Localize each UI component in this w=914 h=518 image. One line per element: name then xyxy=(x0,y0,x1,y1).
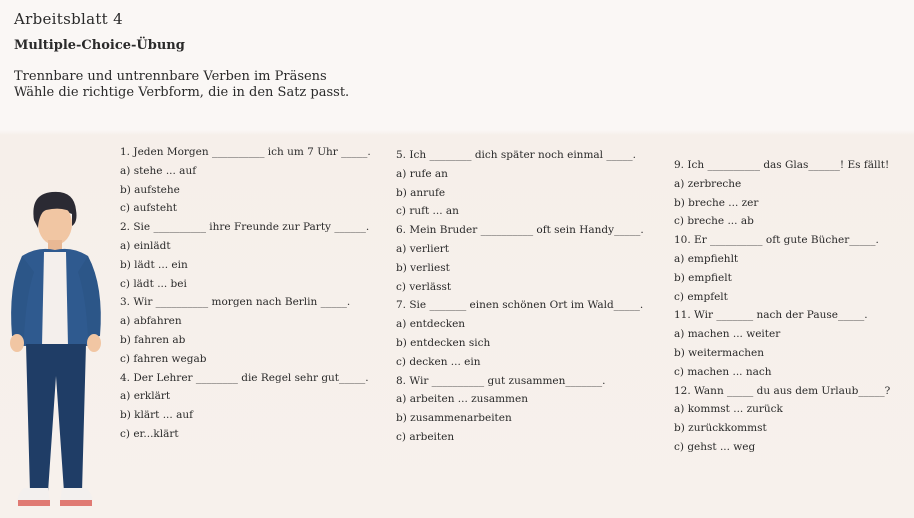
student-illustration xyxy=(0,186,110,516)
answer-option: b) verliest xyxy=(396,261,450,274)
worksheet-header xyxy=(14,10,349,101)
question-item xyxy=(396,372,644,447)
answer-option: a) kommst ... zurück xyxy=(674,403,783,416)
answer-option: a) machen ... weiter xyxy=(674,328,781,341)
answer-option: c) verlässt xyxy=(396,280,452,293)
answer-option: a) erklärt xyxy=(120,390,171,403)
instruction-line-2: Wähle die richtige Verbform, die in den Satz passt. xyxy=(14,85,350,100)
question-text: 12. Wann _____ du aus dem Urlaub_____? xyxy=(674,384,891,397)
answer-option: c) decken ... ein xyxy=(396,355,481,368)
worksheet-subtitle: Multiple-Choice-Übung xyxy=(14,38,185,53)
answer-option: a) abfahren xyxy=(120,315,182,328)
answer-option: a) empfiehlt xyxy=(674,252,739,265)
question-item xyxy=(396,146,644,221)
answer-option: c) gehst ... weg xyxy=(674,440,756,453)
instruction-line-1: Trennbare und untrennbare Verben im Präsens xyxy=(14,69,327,84)
question-item xyxy=(674,156,890,231)
question-item xyxy=(396,221,644,296)
answer-option: c) fahren wegab xyxy=(120,352,207,365)
questions-column-1 xyxy=(120,143,371,444)
answer-option: a) entdecken xyxy=(396,318,466,331)
question-text: 8. Wir __________ gut zusammen_______. xyxy=(396,374,606,387)
answer-option: b) zurückkommst xyxy=(674,422,767,435)
question-item xyxy=(120,369,371,444)
answer-option: c) breche ... ab xyxy=(674,215,754,228)
questions-column-2 xyxy=(396,146,644,447)
question-item xyxy=(120,293,371,368)
question-text: 4. Der Lehrer ________ die Regel sehr gut_____. xyxy=(120,371,369,384)
question-text: 6. Mein Bruder __________ oft sein Handy_____. xyxy=(396,224,644,237)
question-text: 10. Er __________ oft gute Bücher_____. xyxy=(674,234,879,247)
question-text: 2. Sie __________ ihre Freunde zur Party ______. xyxy=(120,221,370,234)
worksheet-title: Arbeitsblatt 4 xyxy=(14,10,123,28)
answer-option: b) zusammenarbeiten xyxy=(396,412,512,425)
question-text: 5. Ich ________ dich später noch einmal _____. xyxy=(396,149,636,161)
question-text: 7. Sie _______ einen schönen Ort im Wald_____. xyxy=(396,299,644,312)
answer-option: a) zerbreche xyxy=(674,177,742,190)
question-item xyxy=(120,218,371,293)
question-text: 11. Wir _______ nach der Pause_____. xyxy=(674,309,868,322)
answer-option: b) entdecken sich xyxy=(396,336,491,349)
question-text: 3. Wir __________ morgen nach Berlin _____. xyxy=(120,296,351,309)
answer-option: b) breche ... zer xyxy=(674,196,759,209)
answer-option: a) rufe an xyxy=(396,167,448,180)
answer-option: b) lädt ... ein xyxy=(120,258,188,271)
question-item xyxy=(674,231,890,306)
question-text: 9. Ich __________ das Glas______! Es fällt! xyxy=(674,159,890,171)
answer-option: b) klärt ... auf xyxy=(120,409,193,422)
questions-column-3 xyxy=(674,156,890,457)
question-item xyxy=(396,296,644,371)
answer-option: c) er...klärt xyxy=(120,427,179,440)
answer-option: c) lädt ... bei xyxy=(120,277,187,290)
answer-option: a) verliert xyxy=(396,242,450,255)
answer-option: b) aufstehe xyxy=(120,183,180,196)
question-text: 1. Jeden Morgen __________ ich um 7 Uhr _____. xyxy=(120,146,371,158)
answer-option: c) machen ... nach xyxy=(674,365,772,378)
answer-option: a) stehe ... auf xyxy=(120,164,197,177)
answer-option: a) arbeiten ... zusammen xyxy=(396,393,528,406)
answer-option: b) empfielt xyxy=(674,271,732,284)
question-item xyxy=(674,306,890,381)
question-item xyxy=(674,382,890,457)
answer-option: c) aufsteht xyxy=(120,202,178,215)
answer-option: c) empfelt xyxy=(674,290,728,303)
answer-option: b) weitermachen xyxy=(674,346,765,359)
answer-option: b) anrufe xyxy=(396,186,446,199)
answer-option: a) einlädt xyxy=(120,239,171,252)
answer-option: c) arbeiten xyxy=(396,430,455,443)
answer-option: c) ruft ... an xyxy=(396,205,459,218)
answer-option: b) fahren ab xyxy=(120,333,186,346)
question-item xyxy=(120,143,371,218)
